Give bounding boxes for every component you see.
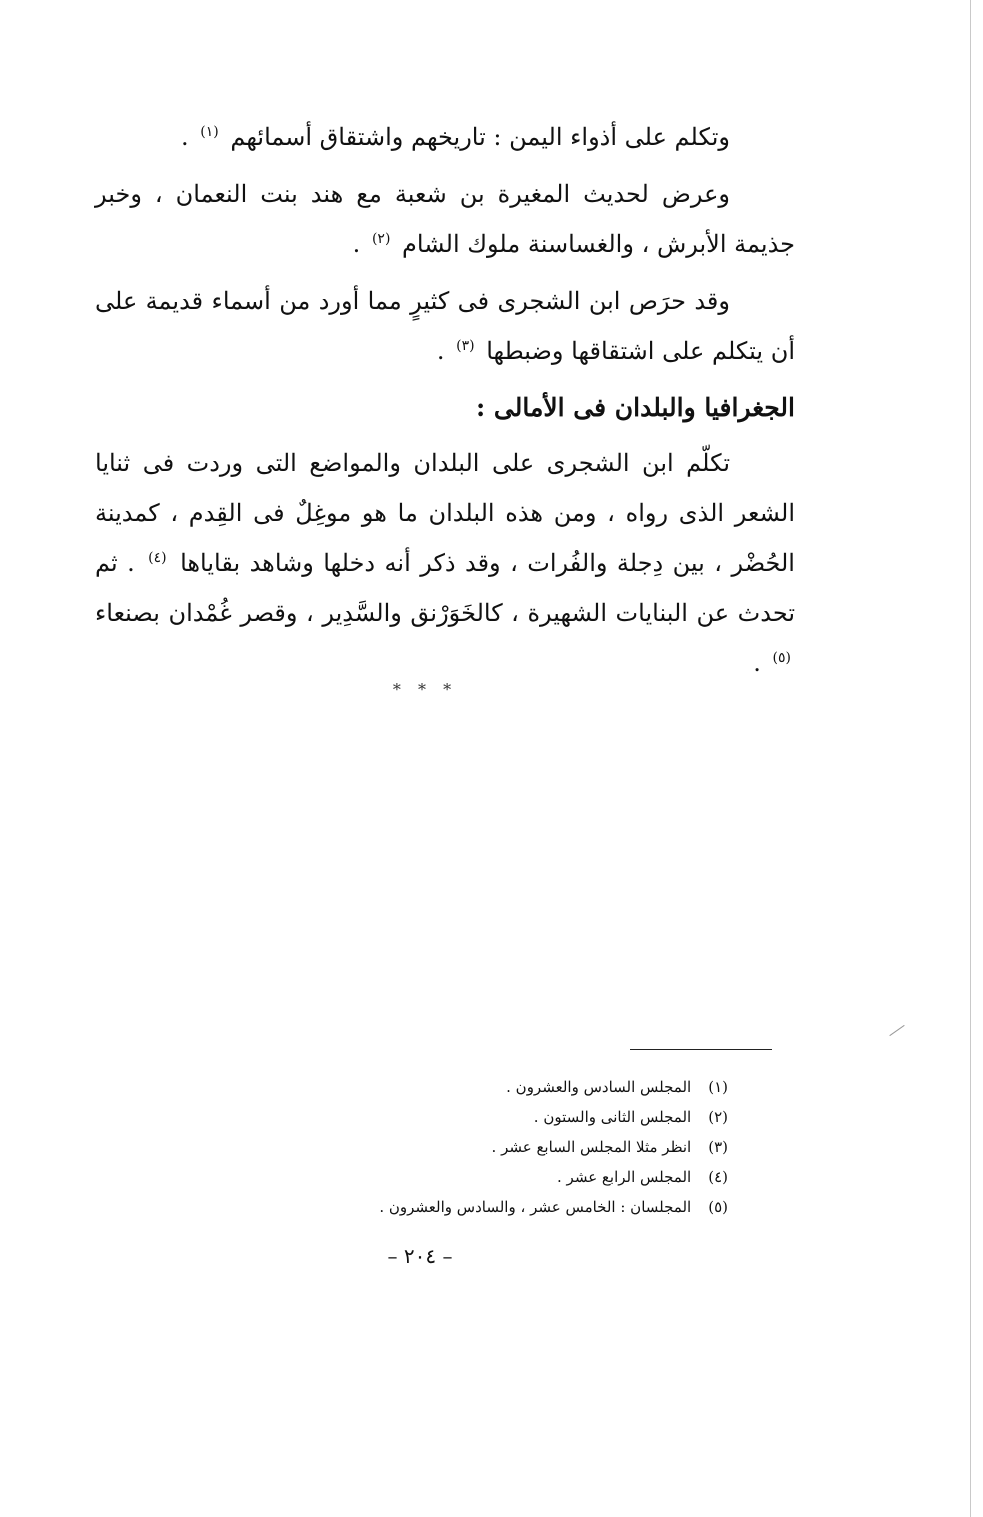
- footnote-item: [300, 1102, 728, 1132]
- paragraph-text: . ثم تحدث عن البنايات الشهيرة ، كالخَوَرْنق والسَّدِير ، وقصر غُمْدان بصنعاء: [95, 549, 795, 627]
- scan-edge-line: [970, 0, 971, 1517]
- footnote-number: (٢): [708, 1108, 728, 1126]
- main-text: [95, 112, 795, 695]
- footnote-item: [300, 1132, 728, 1162]
- section-heading-geography: الجغرافيا والبلدان فى الأمالى :: [476, 393, 795, 422]
- footnote-number: (٣): [708, 1138, 728, 1156]
- footnote-number: (٤): [708, 1168, 728, 1186]
- footnote-text: المجلسان : الخامس عشر ، والسادس والعشرون .: [379, 1198, 692, 1216]
- footnote-number: (١): [708, 1078, 728, 1096]
- footnote-ref-3[interactable]: (٣): [456, 338, 475, 354]
- section-separator: * * *: [392, 680, 458, 699]
- footnote-item: [300, 1162, 728, 1192]
- footnote-item: [300, 1072, 728, 1102]
- footnote-text: المجلس الرابع عشر .: [557, 1168, 692, 1186]
- footnotes: [300, 1072, 728, 1222]
- footnote-item: [300, 1192, 728, 1222]
- sentence-end: .: [436, 337, 445, 365]
- sentence-end: .: [352, 230, 361, 258]
- scan-mark: [889, 1025, 904, 1036]
- paragraph-text: وتكلم على أذواء اليمن : تاريخهم واشتقاق أسمائهم: [230, 123, 730, 151]
- footnote-text: انظر مثلا المجلس السابع عشر .: [491, 1138, 692, 1156]
- footnote-ref-5[interactable]: (٥): [772, 650, 791, 666]
- paragraph-text: وقد حرَص ابن الشجرى فى كثيرٍ مما أورد من أسماء قديمة على أن يتكلم على اشتقاقها وضبطها: [95, 287, 795, 365]
- paragraph-mughira-hadith: [95, 169, 795, 269]
- paragraph-text: تكلّم ابن الشجرى على البلدان والمواضع التى وردت فى ثنايا الشعر الذى رواه ، ومن هذه البلدان ما هو موغِلٌ فى القِدم ، كمدينة الحُضْر ، بين دِجلة والفُرات ، وقد ذكر أنه دخلها وشاهد بقاياها: [95, 449, 795, 577]
- sentence-end: .: [753, 649, 761, 677]
- sentence-end: .: [180, 123, 189, 151]
- paragraph-ishtiqaq: [95, 276, 795, 376]
- footnote-number: (٥): [708, 1198, 728, 1216]
- paragraph-adhwa-yemen: [95, 112, 795, 162]
- footnote-ref-1[interactable]: (١): [200, 124, 219, 140]
- footnote-divider: [630, 1049, 772, 1050]
- page-number: – ٢٠٤ –: [387, 1244, 453, 1268]
- footnote-ref-4[interactable]: (٤): [148, 550, 167, 566]
- footnote-text: المجلس السادس والعشرون .: [506, 1078, 692, 1096]
- paragraph-buldan: [95, 438, 795, 688]
- footnote-ref-2[interactable]: (٢): [371, 231, 391, 247]
- paragraph-text: وعرض لحديث المغيرة بن شعبة مع هند بنت النعمان ، وخبر جذيمة الأبرش ، والغساسنة ملوك الشام: [95, 180, 795, 258]
- footnote-text: المجلس الثانى والستون .: [533, 1108, 692, 1126]
